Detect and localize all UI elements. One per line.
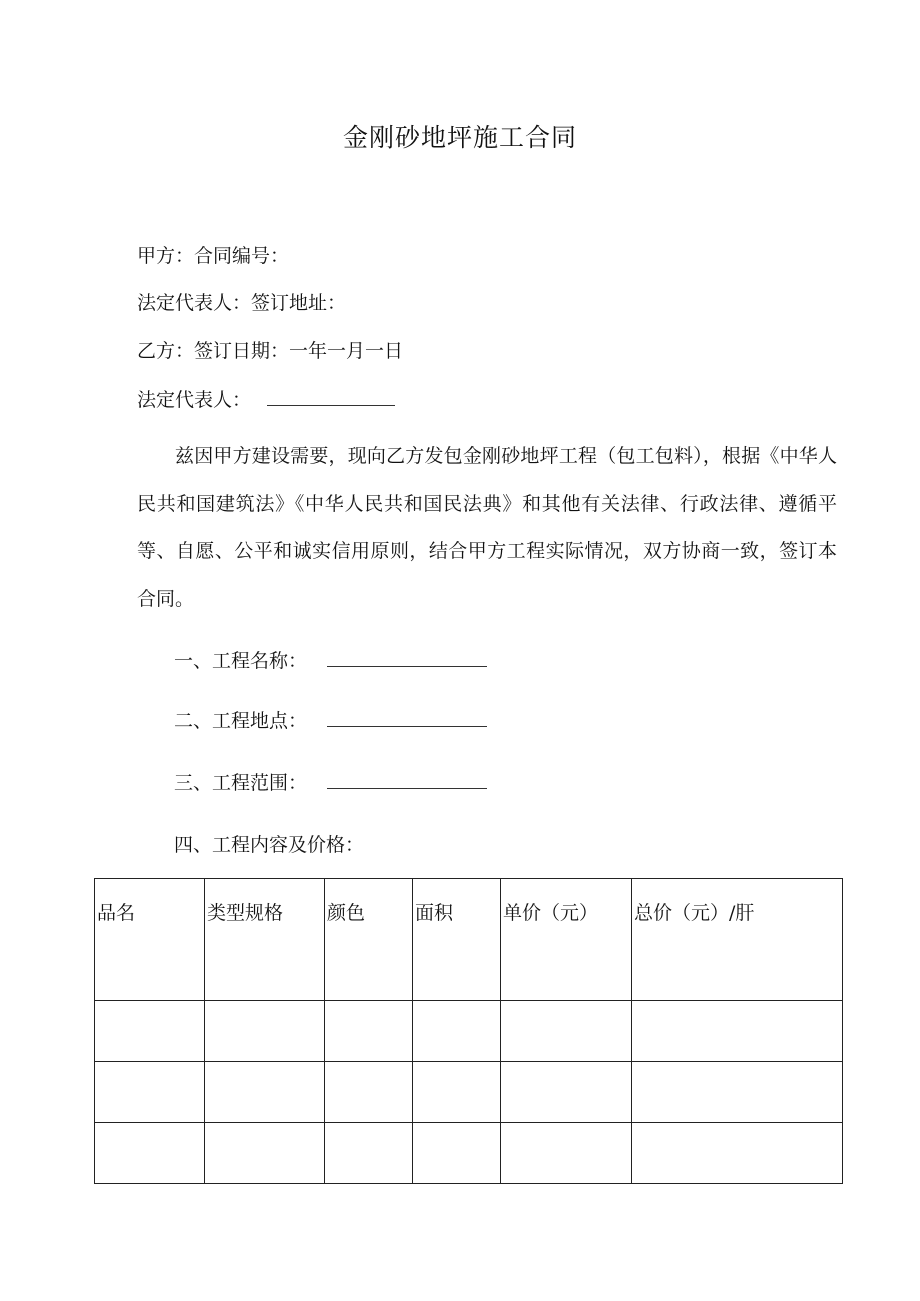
table-row [95,1062,843,1123]
table-header-cell: 品名 [95,879,205,1001]
party-b-line: 乙方：签订日期：一年一月一日 [137,340,404,362]
price-table [94,878,843,1184]
table-cell[interactable] [501,1123,632,1184]
table-cell[interactable] [95,1062,205,1123]
table-cell[interactable] [413,1123,501,1184]
table-cell[interactable] [325,1123,413,1184]
legal-rep-b-blank[interactable] [267,387,395,406]
table-cell[interactable] [95,1001,205,1062]
section-project-name [174,648,487,673]
table-cell[interactable] [413,1001,501,1062]
section-label: 三、工程范围： [174,772,308,794]
table-header-cell: 类型规格 [205,879,325,1001]
table-cell[interactable] [632,1123,843,1184]
section-project-scope [174,770,487,795]
section-content-price: 四、工程内容及价格： [174,834,365,856]
legal-rep-b-line [137,387,395,412]
table-cell[interactable] [95,1123,205,1184]
table-cell[interactable] [632,1001,843,1062]
project-location-blank[interactable] [327,708,487,727]
section-project-location [174,708,487,733]
table-cell[interactable] [501,1001,632,1062]
table-header-row [95,879,843,1001]
section-label: 一、工程名称： [174,650,308,672]
table-cell[interactable] [413,1062,501,1123]
intro-paragraph: 兹因甲方建设需要，现向乙方发包金刚砂地坪工程（包工包料），根据《中华人民共和国建筑法》《中华人民共和国民法典》和其他有关法律、行政法律、遵循平等、自愿、公平和诚实信用原则，结合甲方工程实际情况，双方协商一致，签订本合同。 [137,445,837,610]
project-name-blank[interactable] [327,648,487,667]
party-a-line: 甲方：合同编号： [137,245,290,267]
table-header-cell: 颜色 [325,879,413,1001]
document-title: 金刚砂地坪施工合同 [342,123,577,152]
table-row [95,1123,843,1184]
table-cell[interactable] [205,1001,325,1062]
table-cell[interactable] [325,1001,413,1062]
table-header-cell: 总价（元）/肝 [632,879,843,1001]
table-header-cell: 面积 [413,879,501,1001]
table-cell[interactable] [501,1062,632,1123]
table-row [95,1001,843,1062]
table-cell[interactable] [205,1062,325,1123]
legal-rep-b-label: 法定代表人： [137,389,252,411]
table-cell[interactable] [632,1062,843,1123]
table-cell[interactable] [325,1062,413,1123]
section-label: 二、工程地点： [174,710,308,732]
table-cell[interactable] [205,1123,325,1184]
legal-rep-a-line: 法定代表人：签订地址： [137,292,347,314]
project-scope-blank[interactable] [327,770,487,789]
table-header-cell: 单价（元） [501,879,632,1001]
